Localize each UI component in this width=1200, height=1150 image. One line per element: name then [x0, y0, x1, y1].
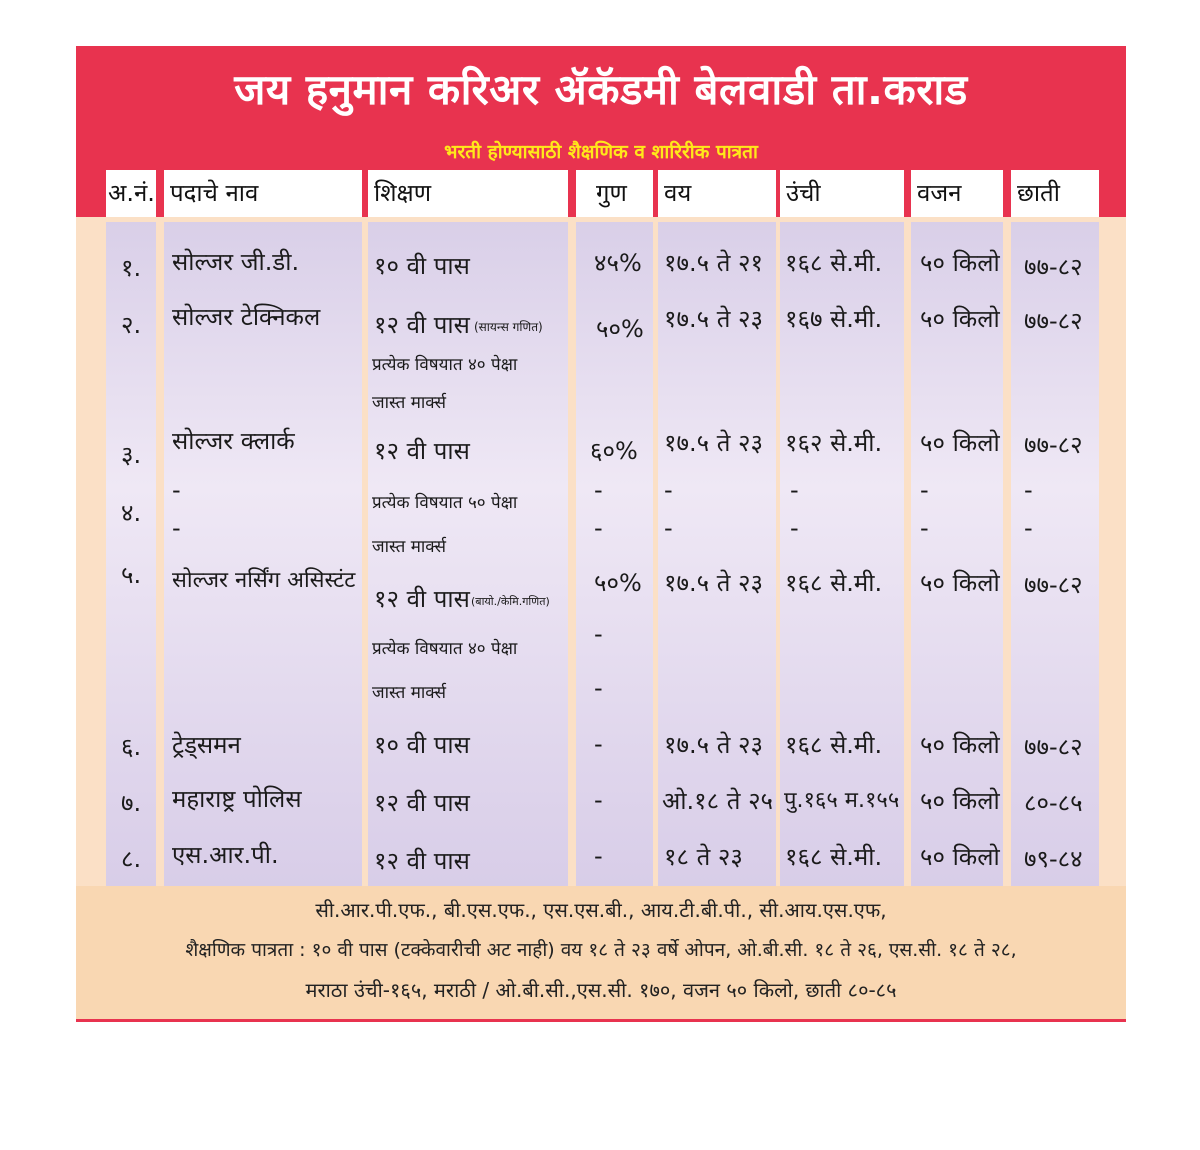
table-row-4b-age: - — [664, 514, 673, 542]
table-row-2-no: २. — [121, 311, 142, 339]
table-row-7-age: ओ.१८ ते २५ — [662, 787, 774, 815]
table-row-2-edu-extra-2: जास्त मार्क्स — [372, 393, 446, 413]
table-row-8-age: १८ ते २३ — [664, 843, 743, 871]
header-sr-no: अ.नं. — [106, 170, 156, 217]
table-row-6-name: ट्रेड्समन — [172, 731, 241, 759]
table-row-6-no: ६. — [121, 733, 142, 761]
header-marks: गुण — [576, 170, 653, 217]
table-row-8-edu: १२ वी पास — [374, 847, 470, 875]
table-row-2-edu: १२ वी पास — [374, 311, 470, 339]
table-row-4-height: - — [790, 476, 799, 504]
table-row-7-edu: १२ वी पास — [374, 789, 470, 817]
table-row-5-no: ५. — [121, 561, 142, 589]
table-row-6-age: १७.५ ते २३ — [664, 731, 763, 759]
table-row-5-weight: ५० किलो — [920, 569, 1000, 597]
table-row-7-marks: - — [594, 786, 603, 814]
table-row-5-marks-2: - — [594, 620, 603, 648]
table-row-2-age: १७.५ ते २३ — [664, 305, 763, 333]
table-row-7-no: ७. — [121, 789, 142, 817]
table-row-8-name: एस.आर.पी. — [172, 841, 279, 869]
table-row-3-no: ३. — [121, 441, 142, 469]
footer-line-2: शैक्षणिक पात्रता : १० वी पास (टक्केवारीची अट नाही) वय १८ ते २३ वर्षे ओपन, ओ.बी.सी. १८ ते २६, एस.सी. १८ ते २८, — [185, 939, 1017, 961]
table-row-2-chest: ७७-८२ — [1024, 307, 1083, 335]
table-row-6-weight: ५० किलो — [920, 731, 1000, 759]
header-education: शिक्षण — [368, 170, 568, 217]
table-row-5-marks: ५०% — [594, 569, 642, 597]
table-row-3-weight: ५० किलो — [920, 429, 1000, 457]
table-row-4-chest: - — [1024, 476, 1033, 504]
table-row-8-chest: ७९-८४ — [1024, 845, 1083, 873]
table-row-6-height: १६८ से.मी. — [785, 731, 883, 759]
table-row-3-edu: १२ वी पास — [374, 437, 470, 465]
table-row-5-chest: ७७-८२ — [1024, 571, 1083, 599]
header-height: उंची — [780, 170, 904, 217]
table-row-5-height: १६८ से.मी. — [785, 569, 883, 597]
table-row-3-chest: ७७-८२ — [1024, 431, 1083, 459]
table-row-4-weight: - — [920, 476, 929, 504]
table-row-3-height: १६२ से.मी. — [785, 429, 883, 457]
table-row-1-no: १. — [121, 254, 142, 282]
table-row-7-chest: ८०-८५ — [1024, 789, 1083, 817]
table-row-8-no: ८. — [121, 845, 142, 873]
table-row-4b-edu: जास्त मार्क्स — [372, 537, 446, 557]
table-row-4b-chest: - — [1024, 514, 1033, 542]
page-title: जय हनुमान करिअर ॲकॅडमी बेलवाडी ता.कराड — [234, 65, 968, 114]
table-row-4-name: - — [172, 476, 181, 504]
table-row-2-edu-extra-1: प्रत्येक विषयात ४० पेक्षा — [372, 355, 518, 375]
footer-line-1: सी.आर.पी.एफ., बी.एस.एफ., एस.एस.बी., आय.टी.बी.पी., सी.आय.एस.एफ, — [315, 898, 887, 922]
table-row-1-weight: ५० किलो — [920, 249, 1000, 277]
header-weight: वजन — [911, 170, 1003, 217]
table-row-1-marks: ४५% — [594, 249, 642, 277]
table-row-2-edu-note: (सायन्स गणित) — [474, 320, 543, 334]
table-row-5-name: सोल्जर नर्सिंग असिस्टंट — [172, 568, 356, 593]
table-row-1-name: सोल्जर जी.डी. — [172, 248, 300, 276]
table-row-5-edu: १२ वी पास — [374, 585, 470, 613]
table-row-1-height: १६८ से.मी. — [785, 249, 883, 277]
bottom-rule — [76, 1019, 1126, 1022]
table-row-6-chest: ७७-८२ — [1024, 733, 1083, 761]
table-row-2-height: १६७ से.मी. — [785, 305, 883, 333]
footer-line-3: मराठा उंची-१६५, मराठी / ओ.बी.सी.,एस.सी. १७०, वजन ५० किलो, छाती ८०-८५ — [305, 978, 897, 1002]
table-row-8-height: १६८ से.मी. — [785, 843, 883, 871]
table-row-4b-marks: - — [594, 514, 603, 542]
page-subtitle: भरती होण्यासाठी शैक्षणिक व शारिरीक पात्रता — [444, 141, 758, 163]
table-row-7-name: महाराष्ट्र पोलिस — [172, 785, 302, 813]
table-row-5-edu-extra-2: जास्त मार्क्स — [372, 683, 446, 703]
poster — [76, 46, 1126, 1022]
table-row-4-edu: प्रत्येक विषयात ५० पेक्षा — [372, 493, 518, 513]
footer-notes — [76, 886, 1126, 1022]
table-row-5-age: १७.५ ते २३ — [664, 569, 763, 597]
table-row-6-marks: - — [594, 730, 603, 758]
table-row-7-weight: ५० किलो — [920, 787, 1000, 815]
table-row-4b-name: - — [172, 514, 181, 542]
table-row-3-age: १७.५ ते २३ — [664, 429, 763, 457]
table-row-2-name: सोल्जर टेक्निकल — [172, 303, 321, 331]
table-row-4-age: - — [664, 476, 673, 504]
table-row-8-weight: ५० किलो — [920, 843, 1000, 871]
table-row-1-edu: १० वी पास — [374, 252, 470, 280]
table-row-2-weight: ५० किलो — [920, 305, 1000, 333]
table-row-1-chest: ७७-८२ — [1024, 253, 1083, 281]
table-row-3-marks: ६०% — [590, 437, 638, 465]
table-row-4b-weight: - — [920, 514, 929, 542]
header-chest: छाती — [1011, 170, 1099, 217]
table-row-4-no: ४. — [121, 499, 142, 527]
table-row-8-marks: - — [594, 842, 603, 870]
header-age: वय — [658, 170, 776, 217]
table-row-2-marks: ५०% — [596, 315, 644, 343]
table-row-5-marks-3: - — [594, 674, 603, 702]
table-row-5-edu-note: (बायो./केमि.गणित) — [471, 595, 550, 608]
table-row-1-age: १७.५ ते २१ — [664, 249, 763, 277]
table-row-4-marks: - — [594, 476, 603, 504]
table-row-6-edu: १० वी पास — [374, 731, 470, 759]
table-row-4b-height: - — [790, 514, 799, 542]
table-row-5-edu-extra-1: प्रत्येक विषयात ४० पेक्षा — [372, 639, 518, 659]
table-row-3-name: सोल्जर क्लार्क — [172, 427, 295, 455]
header-post-name: पदाचे नाव — [164, 170, 362, 217]
table-row-7-height: पु.१६५ म.१५५ — [784, 788, 900, 813]
